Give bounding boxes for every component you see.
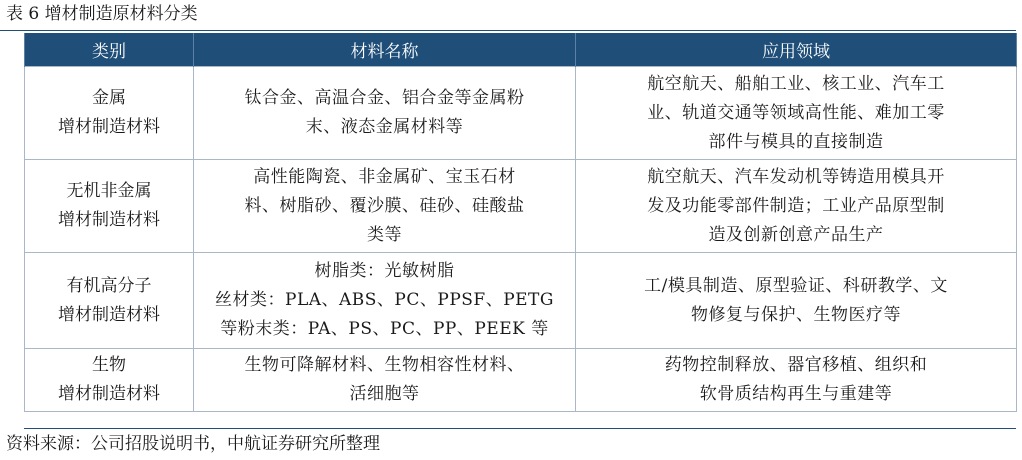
materials-cell — [194, 67, 576, 160]
applications-line: 药物控制释放、器官移植、组织和 — [664, 355, 928, 375]
category-cell — [25, 67, 194, 160]
materials-line: 活细胞等 — [349, 384, 420, 404]
bottom-rule — [24, 428, 1016, 429]
materials-line: 树脂类：光敏树脂 — [314, 261, 455, 281]
category-cell — [25, 349, 194, 412]
applications-line: 工/模具制造、原型验证、科研教学、文 — [644, 275, 948, 296]
applications-cell — [576, 253, 1017, 349]
materials-cell — [194, 349, 576, 412]
applications-line: 物修复与保护、生物医疗等 — [691, 304, 901, 325]
materials-line: 丝材类：PLA、ABS、PC、PPSF、PETG — [215, 290, 554, 310]
materials-line: 生物可降解材料、生物相容性材料、 — [244, 355, 525, 375]
applications-line: 部件与模具的直接制造 — [708, 131, 884, 152]
materials-line: 高性能陶瓷、非金属矿、宝玉石材 — [253, 166, 516, 187]
category-cell — [25, 160, 194, 253]
header-material-name: 材料名称 — [194, 33, 576, 67]
materials-line: 等粉末类：PA、PS、PC、PP、PEEK 等 — [220, 319, 549, 339]
category-line: 增材制造材料 — [58, 117, 160, 137]
table-caption: 表 6 增材制造原材料分类 — [6, 4, 198, 24]
materials-line: 末、液态金属材料等 — [305, 117, 464, 137]
applications-line: 造及创新创意产品生产 — [708, 224, 884, 245]
category-line: 增材制造材料 — [58, 384, 160, 404]
category-line: 金属 — [92, 88, 126, 108]
table-row — [25, 253, 1017, 349]
applications-cell — [576, 160, 1017, 253]
materials-cell — [194, 253, 576, 349]
applications-cell — [576, 67, 1017, 160]
applications-line: 航空航天、船舶工业、核工业、汽车工 — [647, 73, 945, 94]
materials-line: 钛合金、高温合金、铝合金等金属粉 — [244, 88, 525, 108]
table-row — [25, 160, 1017, 253]
applications-line: 业、轨道交通等领域高性能、难加工零 — [647, 102, 945, 123]
materials-cell — [194, 160, 576, 253]
header-application-field: 应用领域 — [576, 33, 1017, 67]
category-line: 增材制造材料 — [58, 304, 160, 325]
header-category: 类别 — [25, 33, 194, 67]
applications-line: 软骨质结构再生与重建等 — [699, 384, 893, 404]
materials-line: 类等 — [367, 224, 402, 245]
header-row — [25, 33, 1017, 67]
applications-line: 发及功能零部件制造；工业产品原型制 — [647, 195, 945, 216]
applications-line: 航空航天、汽车发动机等铸造用模具开 — [647, 166, 945, 187]
category-line: 无机非金属 — [66, 181, 152, 201]
category-line: 增材制造材料 — [58, 210, 160, 230]
source-note: 资料来源：公司招股说明书，中航证券研究所整理 — [6, 434, 380, 454]
materials-table — [24, 33, 1017, 412]
table-row — [25, 67, 1017, 160]
category-line: 有机高分子 — [66, 275, 152, 296]
materials-line: 料、树脂砂、覆沙膜、硅砂、硅酸盐 — [244, 195, 525, 216]
table-row — [25, 349, 1017, 412]
category-line: 生物 — [92, 355, 126, 375]
top-rule — [0, 30, 1016, 31]
category-cell — [25, 253, 194, 349]
applications-cell — [576, 349, 1017, 412]
